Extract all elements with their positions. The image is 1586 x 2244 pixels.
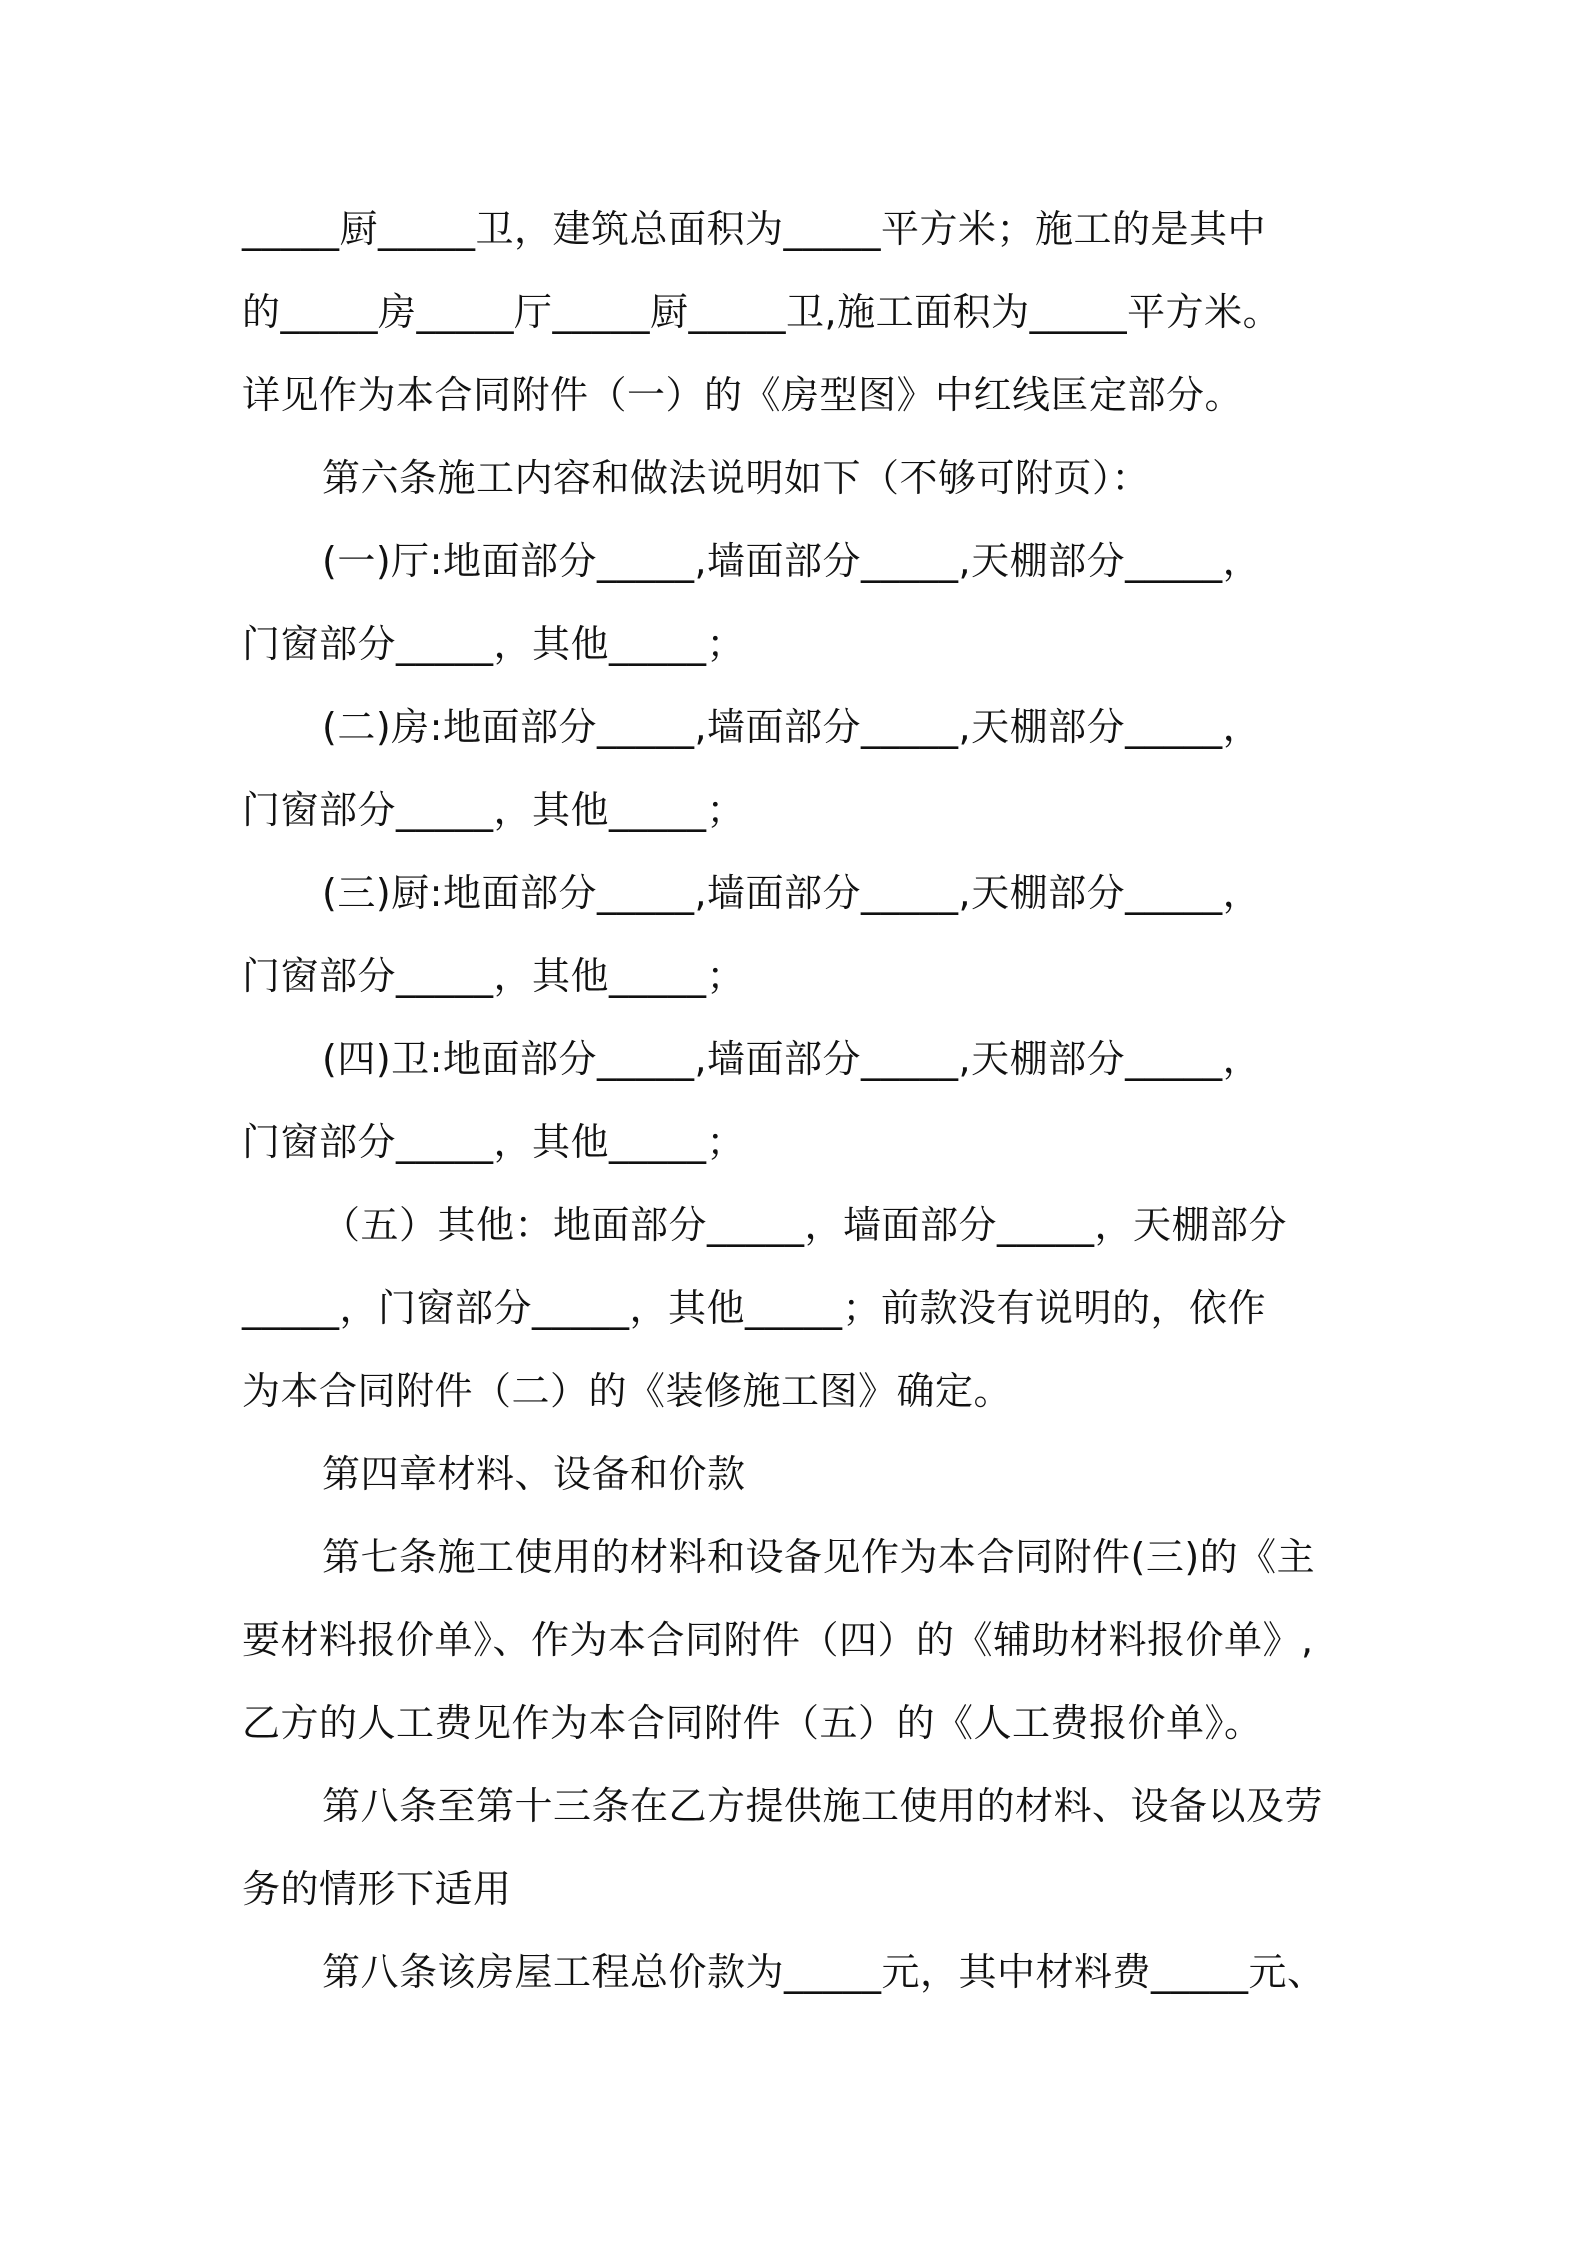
text-line: 的_____房_____厅_____厨_____卫,施工面积为_____平方米。 bbox=[242, 290, 1282, 334]
text-line: 详见作为本合同附件（一）的《房型图》中红线匡定部分。 bbox=[242, 373, 1244, 417]
text-line: (四)卫:地面部分_____,墙面部分_____,天棚部分_____， bbox=[322, 1037, 1262, 1081]
text-line: 第七条施工使用的材料和设备见作为本合同附件(三)的《主 bbox=[322, 1535, 1316, 1579]
text-line: 门窗部分_____，其他_____； bbox=[242, 1120, 746, 1164]
text-line: (一)厅:地面部分_____,墙面部分_____,天棚部分_____， bbox=[322, 539, 1262, 583]
text-line: _____厨_____卫，建筑总面积为_____平方米；施工的是其中 bbox=[242, 207, 1267, 251]
text-line: 第八条该房屋工程总价款为_____元，其中材料费_____元、 bbox=[322, 1950, 1326, 1994]
text-line: 第六条施工内容和做法说明如下（不够可附页）： bbox=[322, 456, 1151, 500]
text-line: 为本合同附件（二）的《装修施工图》确定。 bbox=[242, 1369, 1013, 1413]
section-heading: 第四章材料、设备和价款 bbox=[322, 1452, 746, 1496]
text-line: 乙方的人工费见作为本合同附件（五）的《人工费报价单》。 bbox=[242, 1701, 1263, 1745]
text-line: (三)厨:地面部分_____,墙面部分_____,天棚部分_____， bbox=[322, 871, 1262, 915]
text-line: _____，门窗部分_____，其他_____；前款没有说明的，依作 bbox=[242, 1286, 1267, 1330]
text-line: 要材料报价单》、作为本合同附件（四）的《辅助材料报价单》, bbox=[242, 1618, 1314, 1662]
text-line: （五）其他：地面部分_____，墙面部分_____，天棚部分 bbox=[322, 1203, 1288, 1247]
text-line: 门窗部分_____，其他_____； bbox=[242, 788, 746, 832]
text-line: 门窗部分_____，其他_____； bbox=[242, 954, 746, 998]
text-line: (二)房:地面部分_____,墙面部分_____,天棚部分_____， bbox=[322, 705, 1262, 749]
text-line: 第八条至第十三条在乙方提供施工使用的材料、设备以及劳 bbox=[322, 1784, 1324, 1828]
text-line: 门窗部分_____，其他_____； bbox=[242, 622, 746, 666]
text-line: 务的情形下适用 bbox=[242, 1867, 512, 1911]
